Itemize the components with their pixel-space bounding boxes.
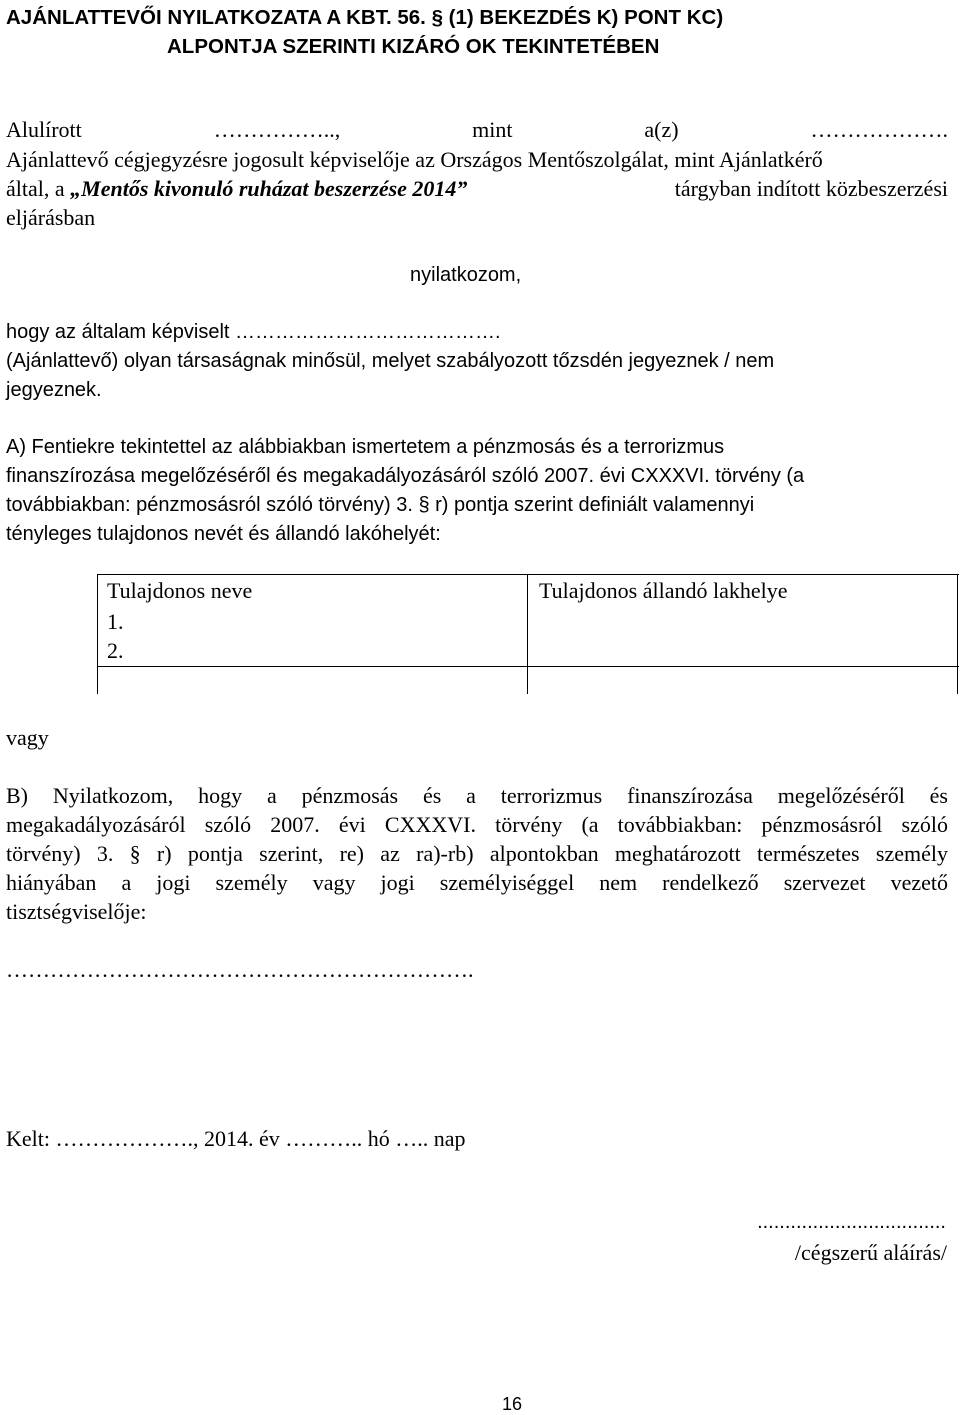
section-a-line-4: tényleges tulajdonos nevét és állandó lakóhelyét: <box>6 523 441 545</box>
represented-line-3: jegyeznek. <box>6 379 102 401</box>
section-b-line-3: törvény) 3. § r) pontja szerint, re) az ra)-rb) alpontokban meghatározott természetes személy <box>6 841 948 866</box>
intro-blank-company: ………………. <box>810 117 948 142</box>
intro-line-1 <box>6 117 948 143</box>
section-a-line-2: finanszírozása megelőzéséről és megakadályozásáról szóló 2007. évi CXXXVI. törvény (a <box>6 465 805 487</box>
section-a-line-3: továbbiakban: pénzmosásról szóló törvény) 3. § r) pontja szerint definiált valamennyi <box>6 494 755 516</box>
intro-word-az: a(z) <box>644 117 679 142</box>
officer-name-blank: ………………………………………………………. <box>6 957 474 982</box>
declaration-word: nyilatkozom, <box>410 264 522 286</box>
document-title-line-2: ALPONTJA SZERINTI KIZÁRÓ OK TEKINTETÉBEN <box>167 35 660 58</box>
signature-dots: .................................. <box>757 1211 946 1233</box>
document-title-line-1: AJÁNLATTEVŐI NYILATKOZATA A KBT. 56. § (1) BEKEZDÉS K) PONT KC) <box>6 6 724 29</box>
or-separator: vagy <box>6 725 49 750</box>
intro-subject-suffix: tárgyban indított közbeszerzési <box>674 176 948 201</box>
section-a-line-1: A) Fentiekre tekintettel az alábbiakban ismertetem a pénzmosás és a terrorizmus <box>6 436 725 458</box>
intro-line-4: eljárásban <box>6 205 96 230</box>
table-header-owner-residence: Tulajdonos állandó lakhelye <box>539 578 788 603</box>
intro-line-2: Ajánlattevő cégjegyzésre jogosult képviselője az Országos Mentőszolgálat, mint Ajánlatkérő <box>6 147 823 172</box>
section-b-line-2: megakadályozásáról szóló 2007. évi CXXXVI. törvény (a továbbiakban: pénzmosásról szóló <box>6 812 948 837</box>
intro-by-text: által, a <box>6 176 71 201</box>
date-line: Kelt: ………………., 2014. év ……….. hó ….. nap <box>6 1126 466 1151</box>
section-b-line-4: hiányában a jogi személy vagy jogi személyiséggel nem rendelkező szervezet vezető <box>6 870 948 895</box>
signature-label: /cégszerű aláírás/ <box>794 1240 947 1265</box>
section-b-line-1: B) Nyilatkozom, hogy a pénzmosás és a terrorizmus finanszírozása megelőzéséről és <box>6 783 948 808</box>
table-row-number-1: 1. <box>107 609 124 634</box>
represented-line-2: (Ajánlattevő) olyan társaságnak minősül, melyet szabályozott tőzsdén jegyeznek / nem <box>6 350 775 372</box>
intro-word-mint: mint <box>472 117 513 142</box>
procurement-subject: „Mentős kivonuló ruházat beszerzése 2014” <box>70 176 468 201</box>
intro-word-alulirott: Alulírott <box>6 117 82 142</box>
table-header-owner-name: Tulajdonos neve <box>107 578 253 603</box>
page-number: 16 <box>502 1394 523 1414</box>
represented-line-1: hogy az általam képviselt …………………………………. <box>6 321 501 343</box>
table-row-number-2: 2. <box>107 638 124 663</box>
intro-line-3 <box>6 176 948 202</box>
intro-blank-name: …………….., <box>213 117 341 142</box>
section-b-line-5: tisztségviselője: <box>6 899 147 924</box>
